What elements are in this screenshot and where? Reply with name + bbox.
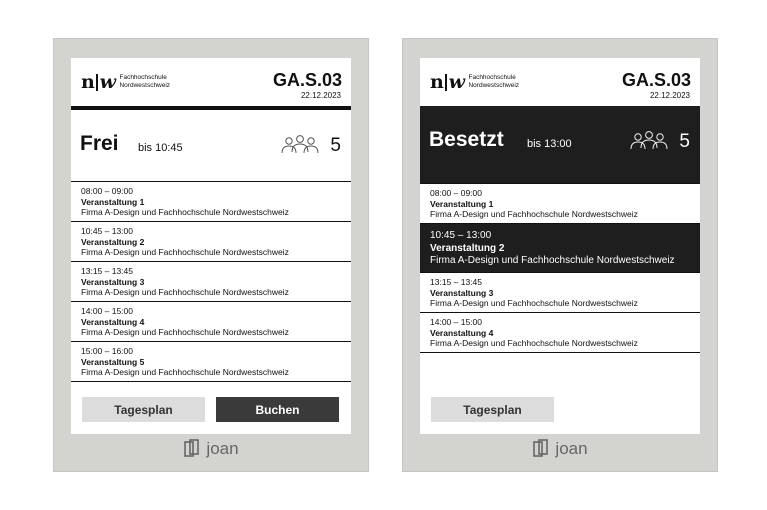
date: 22.12.2023 bbox=[300, 91, 341, 100]
event-org: Firma A-Design und Fachhochschule Nordwestschweiz bbox=[81, 367, 289, 377]
joan-brand bbox=[54, 439, 368, 459]
event-title: Veranstaltung 4 bbox=[430, 327, 494, 338]
room-display-right bbox=[402, 38, 718, 472]
event-item-current[interactable] bbox=[420, 224, 700, 273]
header bbox=[420, 58, 700, 106]
event-time: 14:00 – 15:00 bbox=[81, 306, 133, 316]
event-time: 10:45 – 13:00 bbox=[81, 226, 133, 236]
event-list bbox=[420, 184, 700, 353]
event-title: Veranstaltung 1 bbox=[81, 196, 145, 207]
status-label: Frei bbox=[80, 132, 119, 155]
display-screen bbox=[71, 58, 351, 434]
org-name-line2: Nordwestschweiz bbox=[119, 82, 171, 89]
event-org: Firma A-Design und Fachhochschule Nordwestschweiz bbox=[430, 338, 638, 348]
event-title: Veranstaltung 3 bbox=[81, 276, 145, 287]
event-item[interactable] bbox=[71, 342, 351, 382]
logo-letter-n: n bbox=[430, 71, 444, 93]
status-panel bbox=[71, 110, 351, 182]
event-org: Firma A-Design und Fachhochschule Nordwestschweiz bbox=[430, 298, 638, 308]
brand-name: joan bbox=[555, 439, 588, 458]
day-plan-button[interactable]: Tagesplan bbox=[431, 397, 554, 422]
day-plan-button[interactable]: Tagesplan bbox=[82, 397, 205, 422]
joan-brand bbox=[403, 439, 717, 459]
event-time: 10:45 – 13:00 bbox=[430, 230, 492, 241]
event-org: Firma A-Design und Fachhochschule Nordwestschweiz bbox=[81, 207, 289, 217]
event-item[interactable] bbox=[71, 302, 351, 342]
room-name: GA.S.03 bbox=[272, 70, 342, 90]
event-time: 15:00 – 16:00 bbox=[81, 346, 133, 356]
event-title: Veranstaltung 4 bbox=[81, 316, 145, 327]
status-until: bis 10:45 bbox=[138, 142, 183, 154]
event-time: 13:15 – 13:45 bbox=[430, 277, 482, 287]
status-label: Besetzt bbox=[429, 128, 504, 151]
event-org: Firma A-Design und Fachhochschule Nordwestschweiz bbox=[430, 209, 638, 219]
event-org: Firma A-Design und Fachhochschule Nordwestschweiz bbox=[81, 287, 289, 297]
event-time: 14:00 – 15:00 bbox=[430, 317, 482, 327]
event-time: 13:15 – 13:45 bbox=[81, 266, 133, 276]
event-item[interactable] bbox=[71, 262, 351, 302]
book-button[interactable]: Buchen bbox=[216, 397, 339, 422]
event-item[interactable] bbox=[71, 182, 351, 222]
event-item[interactable] bbox=[420, 184, 700, 224]
header bbox=[71, 58, 351, 110]
people-icon bbox=[280, 134, 320, 156]
event-time: 08:00 – 09:00 bbox=[430, 188, 482, 198]
status-until: bis 13:00 bbox=[527, 138, 572, 150]
joan-logo-icon bbox=[183, 439, 201, 459]
event-org: Firma A-Design und Fachhochschule Nordwestschweiz bbox=[430, 255, 675, 266]
fhnw-logo bbox=[430, 71, 519, 93]
org-name-line1: Fachhochschule bbox=[468, 74, 516, 81]
joan-logo-icon bbox=[532, 439, 550, 459]
status-panel bbox=[420, 106, 700, 184]
logo-letter-n: n bbox=[81, 71, 95, 93]
event-time: 08:00 – 09:00 bbox=[81, 186, 133, 196]
room-display-left bbox=[53, 38, 369, 472]
date: 22.12.2023 bbox=[649, 91, 690, 100]
event-list bbox=[71, 182, 351, 382]
event-item[interactable] bbox=[420, 273, 700, 313]
event-org: Firma A-Design und Fachhochschule Nordwestschweiz bbox=[81, 247, 289, 257]
event-item[interactable] bbox=[420, 313, 700, 353]
event-item[interactable] bbox=[71, 222, 351, 262]
event-title: Veranstaltung 2 bbox=[81, 236, 145, 247]
capacity-count: 5 bbox=[679, 131, 690, 152]
capacity-count: 5 bbox=[330, 135, 341, 156]
event-title: Veranstaltung 5 bbox=[81, 356, 145, 367]
room-name: GA.S.03 bbox=[621, 70, 691, 90]
logo-letter-w: w bbox=[99, 71, 116, 93]
event-org: Firma A-Design und Fachhochschule Nordwestschweiz bbox=[81, 327, 289, 337]
fhnw-logo bbox=[81, 71, 170, 93]
org-name-line2: Nordwestschweiz bbox=[468, 82, 520, 89]
display-screen bbox=[420, 58, 700, 434]
org-name-line1: Fachhochschule bbox=[119, 74, 167, 81]
logo-letter-w: w bbox=[448, 71, 465, 93]
event-title: Veranstaltung 3 bbox=[430, 287, 494, 298]
event-title: Veranstaltung 1 bbox=[430, 198, 494, 209]
brand-name: joan bbox=[206, 439, 239, 458]
people-icon bbox=[629, 130, 669, 152]
event-title: Veranstaltung 2 bbox=[430, 242, 505, 254]
